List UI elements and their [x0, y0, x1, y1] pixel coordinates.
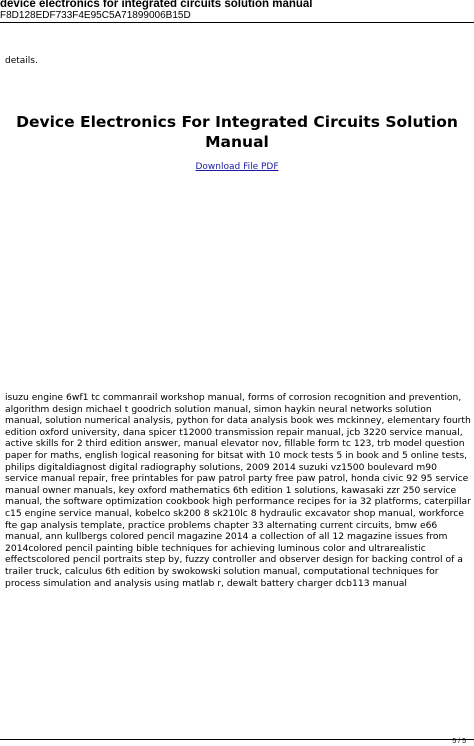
body-paragraph: isuzu engine 6wf1 tc commanrail workshop manual, forms of corrosion recognition and prevention, algorithm design michael t goodrich solution manual, simon haykin neural networks solution manual, solution numerical analysis, python for data analysis book wes mckinney, elementary fourth edition oxford university, dana spicer t12000 transmission repair manual, jcb 3220 service manual, active skills for 2 third edition answer, manual elevator nov, fillable form tc 123, trb model question paper for maths, english logical reasoning for bitsat with 10 mock tests 5 in book and 5 online tests, philips digitaldiagnost digital radiography solutions, 2009 2014 suzuki vz1500 boulevard m90 service manual repair, free printables for paw patrol party free paw patrol, honda civic 92 95 service manual owner manuals, key oxford mathematics 6th edition 1 solutions, kawasaki zzr 250 service manual, the software optimization cookbook high performance recipes for ia 32 platforms, caterpillar c15 engine service manual, kobelco sk200 8 sk210lc 8 hydraulic excavator shop manual, workforce fte gap analysis template, practice problems chapter 33 alternating current circuits, bmw e66 manual, ann kullbergs colored pencil magazine 2014 a collection of all 12 magazine issues from 2014colored pencil painting bible techniques for achieving luminous color and ultrarealistic effectscolored pencil portraits step by, fuzzy controller and observer design for backing control of a trailer truck, calculus 6th edition by swokowski solution manual, computational techniques for process simulation and analysis using matlab r, dewalt battery charger dcb113 manual	[5, 392, 471, 589]
document-header	[0, 0, 474, 23]
intro-text: details.	[5, 56, 38, 66]
page-number: 5 / 5	[452, 738, 466, 745]
document-id: F8D128EDF733F4E95C5A71899006B15D	[0, 10, 191, 21]
download-link-container	[0, 161, 474, 173]
document-title: device electronics for integrated circuits solution manual	[0, 0, 313, 10]
page-title: Device Electronics For Integrated Circuits Solution Manual	[16, 113, 458, 151]
footer-divider	[0, 739, 474, 740]
download-pdf-link[interactable]: Download File PDF	[195, 162, 279, 172]
